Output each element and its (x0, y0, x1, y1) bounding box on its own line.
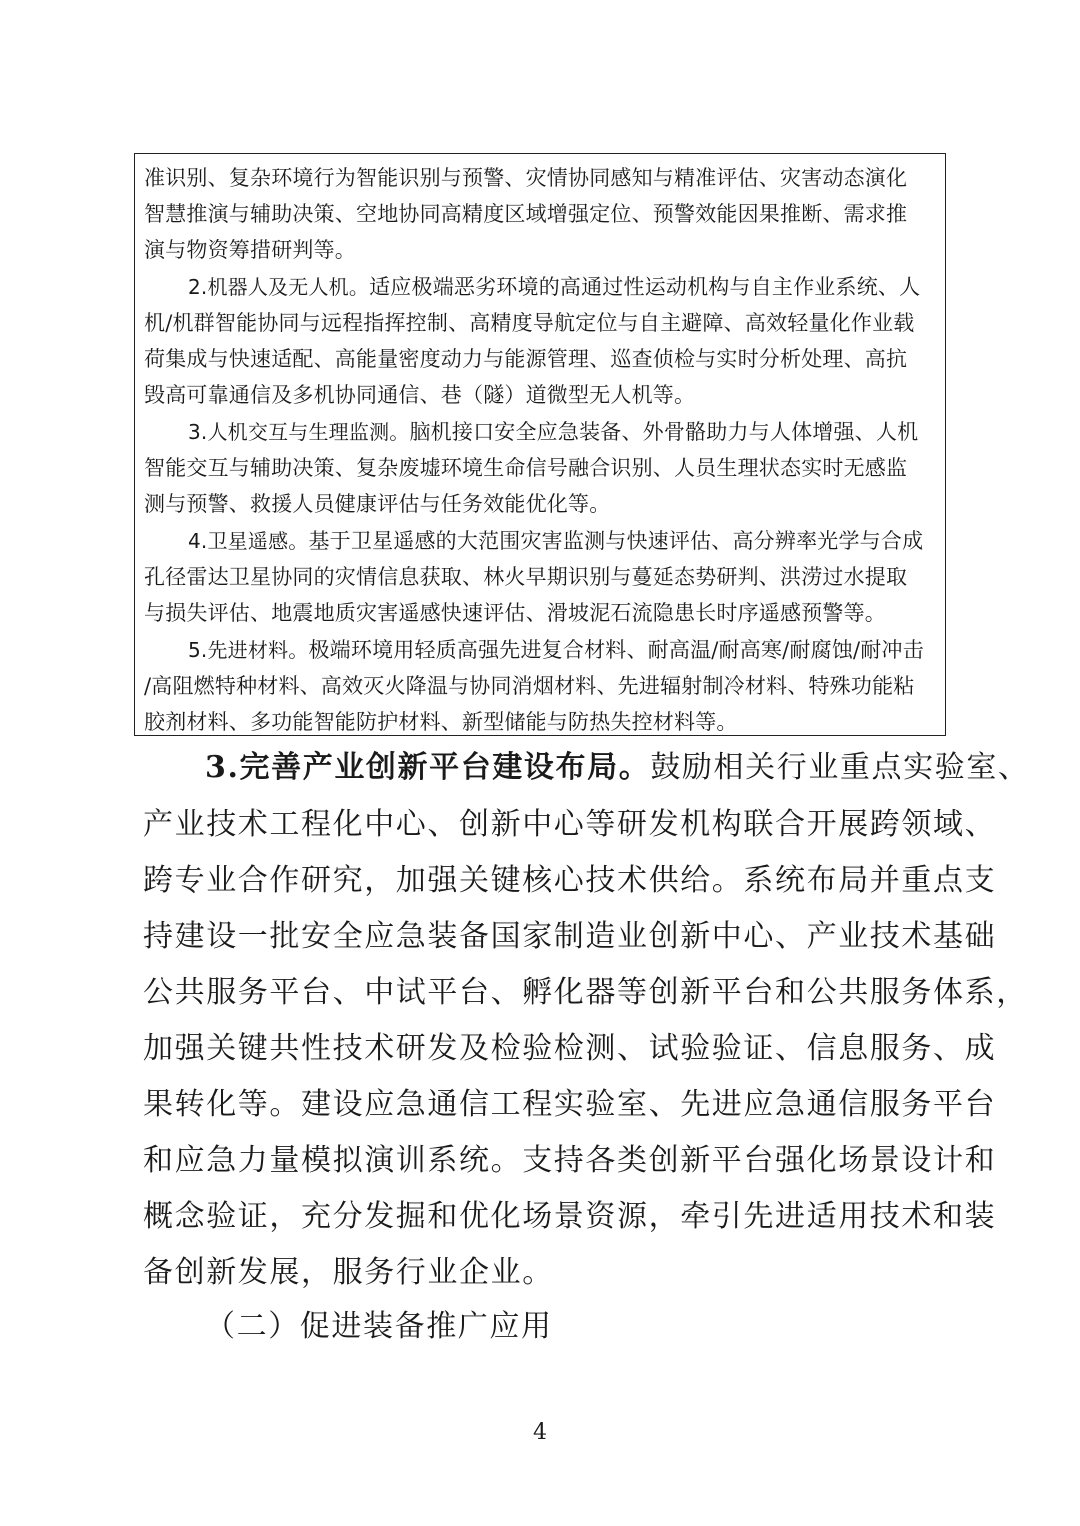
box-intro-line: 准识别、复杂环境行为智能识别与预警、灾情协同感知与精准评估、灾害动态演化 (144, 166, 908, 190)
page-number: 4 (533, 1420, 547, 1445)
section-first-line (205, 748, 1030, 788)
box-item-line: 毁高可靠通信及多机协同通信、巷（隧）道微型无人机等。 (144, 383, 696, 407)
item-keyword: 4.卫星遥感。 (188, 529, 309, 553)
item-text: 基于卫星遥感的大范围灾害监测与快速评估、高分辨率光学与合成 (308, 529, 924, 553)
section-line: 公共服务平台、中试平台、孵化器等创新平台和公共服务体系， (143, 975, 1028, 1010)
box-item-line: 智能交互与辅助决策、复杂废墟环境生命信号融合识别、人员生理状态实时无感监 (144, 456, 908, 480)
section-line: 概念验证，充分发掘和优化场景资源，牵引先进适用技术和装 (143, 1199, 997, 1234)
box-item-line: 与损失评估、地震地质灾害遥感快速评估、滑坡泥石流隐患长时序遥感预警等。 (144, 601, 886, 625)
section-line: 和应急力量模拟演训系统。支持各类创新平台强化场景设计和 (143, 1143, 997, 1178)
section-line: 果转化等。建设应急通信工程实验室、先进应急通信服务平台 (143, 1087, 997, 1122)
box-item-line: 测与预警、救援人员健康评估与任务效能优化等。 (144, 492, 611, 516)
section-line: 加强关键共性技术研发及检验检测、试验验证、信息服务、成 (143, 1031, 997, 1066)
section-line: 产业技术工程化中心、创新中心等研发机构联合开展跨领域、 (143, 807, 997, 842)
section-text: 鼓励相关行业重点实验室、 (650, 750, 1030, 785)
item-keyword: 5.先进材料。 (188, 638, 309, 662)
item-keyword: 3.人机交互与生理监测。 (188, 420, 410, 444)
section-line: 跨专业合作研究，加强关键核心技术供给。系统布局并重点支 (143, 863, 997, 898)
box-intro-line: 演与物资筹措研判等。 (144, 238, 356, 262)
item-keyword: 2.机器人及无人机。 (188, 275, 370, 299)
box-item-first-line (188, 526, 923, 556)
box-item-line: 孔径雷达卫星协同的灾情信息获取、林火早期识别与蔓延态势研判、洪涝过水提取 (144, 565, 908, 589)
box-item-line: 机/机群智能协同与远程指挥控制、高精度导航定位与自主避障、高效轻量化作业载 (144, 311, 915, 335)
section-line: 备创新发展，服务行业企业。 (143, 1255, 554, 1290)
box-item-first-line (188, 417, 918, 447)
item-text: 适应极端恶劣环境的高通过性运动机构与自主作业系统、人 (369, 275, 921, 299)
section-line: 持建设一批安全应急装备国家制造业创新中心、产业技术基础 (143, 919, 997, 954)
box-item-line: 胶剂材料、多功能智能防护材料、新型储能与防热失控材料等。 (144, 710, 738, 734)
section-heading: 3.完善产业创新平台建设布局。 (205, 750, 651, 785)
box-item-first-line (188, 635, 924, 665)
box-item-line: 荷集成与快速适配、高能量密度动力与能源管理、巡查侦检与实时分析处理、高抗 (144, 347, 908, 371)
box-item-first-line (188, 272, 920, 302)
subsection-heading: （二）促进装备推广应用 (205, 1309, 553, 1344)
box-intro-line: 智慧推演与辅助决策、空地协同高精度区域增强定位、预警效能因果推断、需求推 (144, 202, 908, 226)
item-text: 脑机接口安全应急装备、外骨骼助力与人体增强、人机 (409, 420, 919, 444)
item-text: 极端环境用轻质高强先进复合材料、耐高温/耐高寒/耐腐蚀/耐冲击 (308, 638, 924, 662)
box-item-line: /高阻燃特种材料、高效灭火降温与协同消烟材料、先进辐射制冷材料、特殊功能粘 (144, 674, 915, 698)
